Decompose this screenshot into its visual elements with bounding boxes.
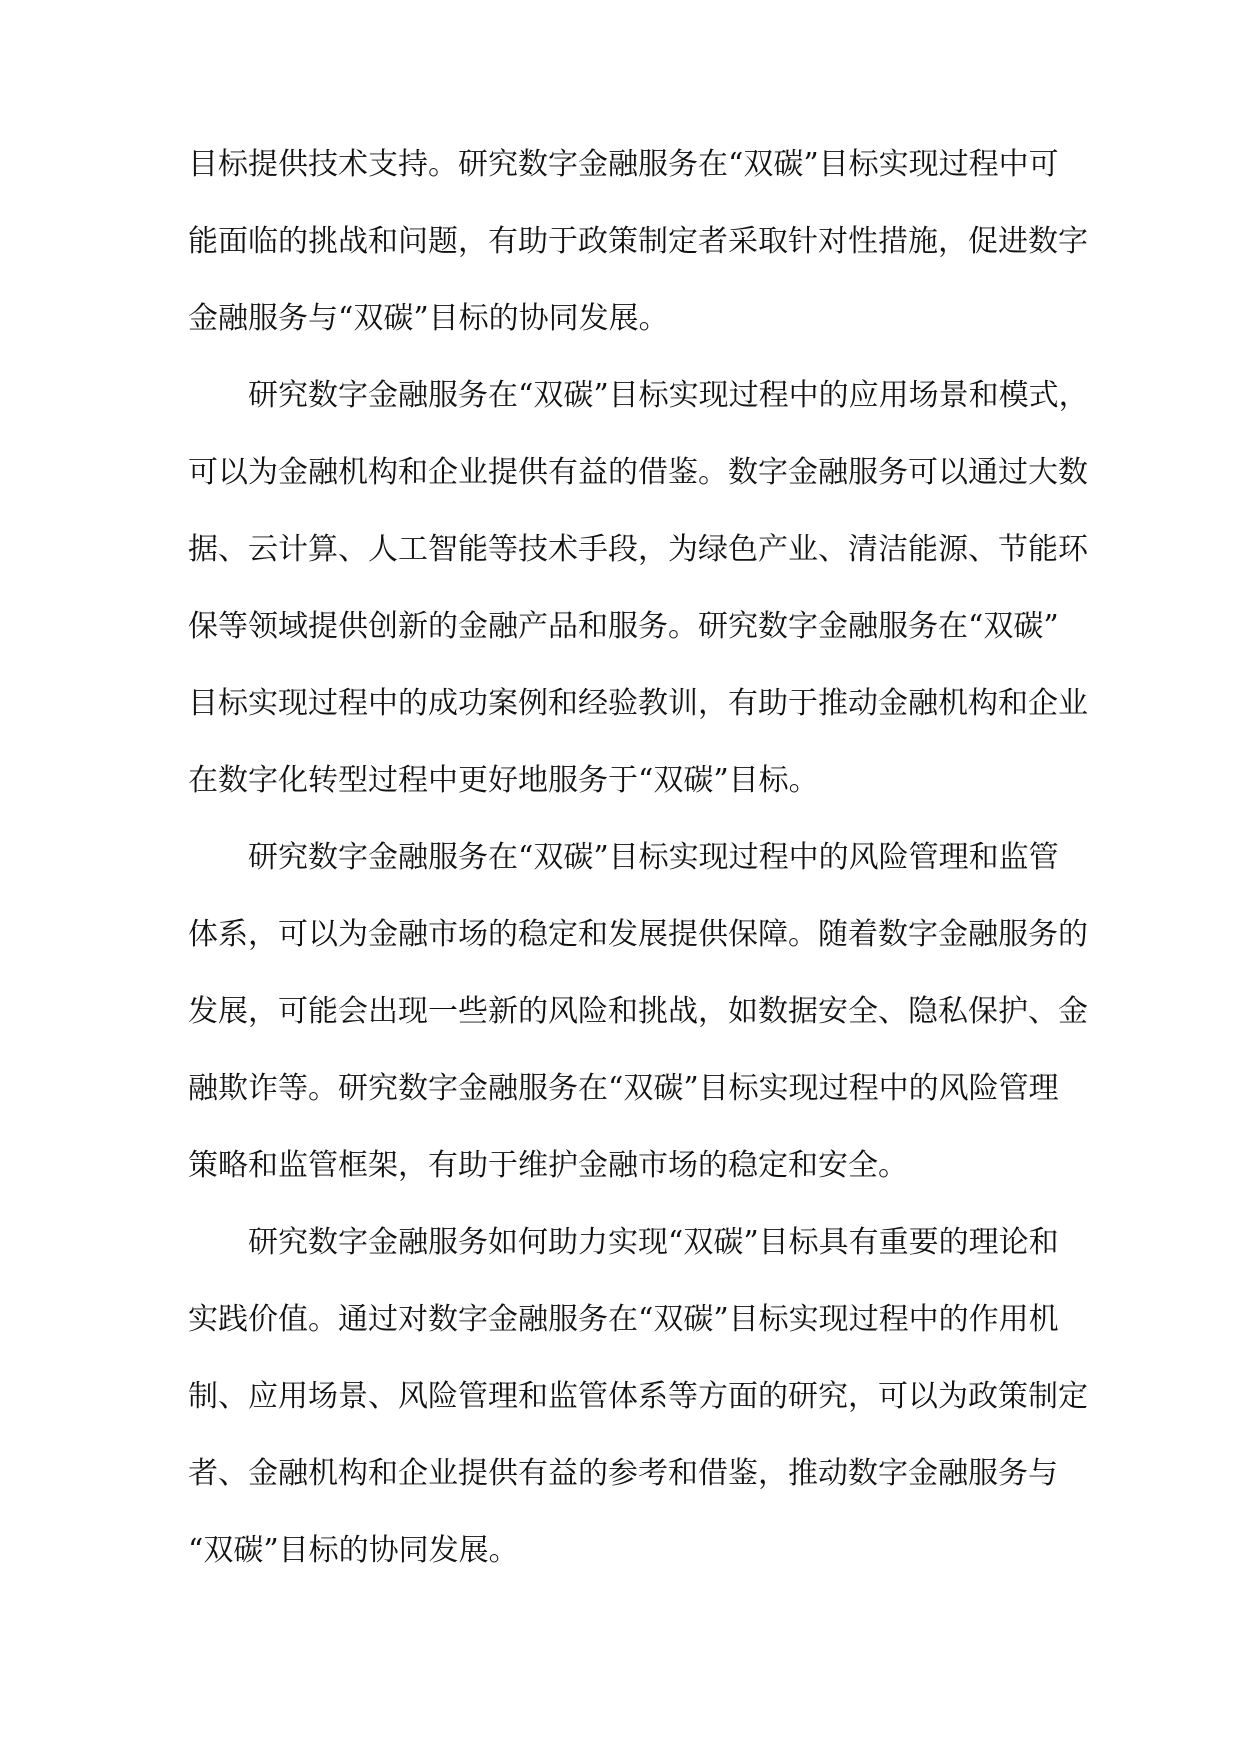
text-line: 据、云计算、人工智能等技术手段，为绿色产业、清洁能源、节能环: [188, 532, 1088, 567]
text-line: 策略和监管框架，有助于维护金融市场的稳定和安全。: [188, 1148, 908, 1183]
text-line: 在数字化转型过程中更好地服务于“双碳”目标。: [188, 763, 819, 798]
text-line: 目标提供技术支持。研究数字金融服务在“双碳”目标实现过程中可: [188, 147, 1059, 182]
text-line: 研究数字金融服务如何助力实现“双碳”目标具有重要的理论和: [248, 1225, 1059, 1260]
text-line: 实践价值。通过对数字金融服务在“双碳”目标实现过程中的作用机: [188, 1302, 1059, 1337]
text-line: 研究数字金融服务在“双碳”目标实现过程中的应用场景和模式，: [248, 378, 1089, 413]
text-line: 制、应用场景、风险管理和监管体系等方面的研究，可以为政策制定: [188, 1379, 1088, 1414]
text-line: 体系，可以为金融市场的稳定和发展提供保障。随着数字金融服务的: [188, 917, 1088, 952]
text-line: 金融服务与“双碳”目标的协同发展。: [188, 301, 669, 336]
text-line: 研究数字金融服务在“双碳”目标实现过程中的风险管理和监管: [248, 840, 1059, 875]
text-line: 者、金融机构和企业提供有益的参考和借鉴，推动数字金融服务与: [188, 1456, 1058, 1491]
text-line: 融欺诈等。研究数字金融服务在“双碳”目标实现过程中的风险管理: [188, 1071, 1059, 1106]
text-line: 可以为金融机构和企业提供有益的借鉴。数字金融服务可以通过大数: [188, 455, 1088, 490]
text-line: 能面临的挑战和问题，有助于政策制定者采取针对性措施，促进数字: [188, 224, 1088, 259]
text-line: 目标实现过程中的成功案例和经验教训，有助于推动金融机构和企业: [188, 686, 1088, 721]
text-line: 发展，可能会出现一些新的风险和挑战，如数据安全、隐私保护、金: [188, 994, 1088, 1029]
text-line: “双碳”目标的协同发展。: [188, 1533, 519, 1568]
text-line: 保等领域提供创新的金融产品和服务。研究数字金融服务在“双碳”: [188, 609, 1059, 644]
